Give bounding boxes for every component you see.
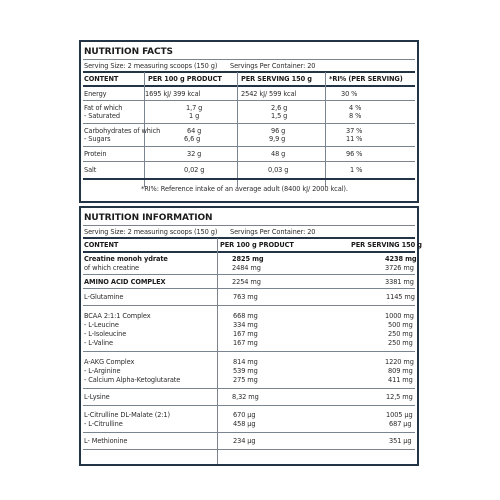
sugars-per100: 6,6 g bbox=[184, 135, 201, 143]
col-header-serving: PER SERVING 150 g bbox=[241, 75, 312, 83]
divider bbox=[83, 100, 415, 101]
energy-serving: 2542 kJ/ 599 kcal bbox=[241, 90, 297, 98]
energy-ri: 30 % bbox=[341, 90, 358, 98]
carbs-per100: 64 g bbox=[187, 127, 202, 135]
valine-per100: 167 mg bbox=[233, 339, 258, 347]
servings-per-container: Servings Per Container: 20 bbox=[230, 228, 316, 236]
akg-label: A-AKG Complex bbox=[84, 358, 135, 366]
ri-footnote: *RI%: Reference intake of an average adult (8400 kJ/ 2000 kcal). bbox=[141, 185, 348, 193]
arginine-label: - L-Arginine bbox=[84, 367, 121, 375]
divider bbox=[83, 351, 415, 352]
akg-serving: 1220 mg bbox=[385, 358, 414, 366]
creatine-sub-per100: 2484 mg bbox=[232, 264, 261, 272]
arginine-serving: 809 mg bbox=[388, 367, 413, 375]
protein-label: Protein bbox=[84, 150, 107, 158]
salt-ri: 1 % bbox=[350, 166, 363, 174]
bcaa-serving: 1000 mg bbox=[385, 312, 414, 320]
amino-per100: 2254 mg bbox=[232, 278, 261, 286]
carbs-label: Carbohydrates of which bbox=[84, 127, 161, 135]
divider bbox=[83, 85, 415, 87]
methionine-label: L- Methionine bbox=[84, 437, 128, 445]
col-header-serving: PER SERVING 150 g bbox=[351, 241, 422, 249]
lysine-label: L-Lysine bbox=[84, 393, 110, 401]
citrulline-per100: 670 µg bbox=[233, 411, 256, 419]
calcium-label: - Calcium Alpha-Ketoglutarate bbox=[84, 376, 181, 384]
divider bbox=[83, 405, 415, 406]
divider bbox=[83, 178, 415, 180]
amino-serving: 3381 mg bbox=[385, 278, 414, 286]
leucine-serving: 500 mg bbox=[388, 321, 413, 329]
creatine-label: Creatine monoh ydrate bbox=[84, 255, 168, 263]
divider bbox=[83, 237, 415, 239]
lysine-serving: 12,5 mg bbox=[386, 393, 413, 401]
fat-per100: 1,7 g bbox=[186, 104, 203, 112]
citrulline-sub-label: - L-Citrulline bbox=[84, 420, 123, 428]
citrulline-label: L-Citrulline DL-Malate (2:1) bbox=[84, 411, 170, 419]
serving-size: Serving Size: 2 measuring scoops (150 g) bbox=[84, 228, 218, 236]
glutamine-label: L-Glutamine bbox=[84, 293, 124, 301]
saturated-label: - Saturated bbox=[84, 112, 120, 120]
valine-label: - L-Valine bbox=[84, 339, 113, 347]
col-header-per100: PER 100 g PRODUCT bbox=[148, 75, 222, 83]
divider bbox=[83, 288, 415, 289]
divider bbox=[83, 59, 415, 60]
salt-per100: 0,02 g bbox=[184, 166, 205, 174]
glutamine-per100: 763 mg bbox=[233, 293, 258, 301]
energy-label: Energy bbox=[84, 90, 107, 98]
saturated-per100: 1 g bbox=[189, 112, 200, 120]
salt-label: Salt bbox=[84, 166, 97, 174]
divider bbox=[83, 161, 415, 162]
citrulline-sub-serving: 687 µg bbox=[389, 420, 412, 428]
carbs-ri: 37 % bbox=[346, 127, 363, 135]
col-header-content: CONTENT bbox=[84, 241, 119, 249]
creatine-serving: 4238 mg bbox=[385, 255, 417, 263]
creatine-sub-label: of which creatine bbox=[84, 264, 139, 272]
citrulline-sub-per100: 458 µg bbox=[233, 420, 256, 428]
divider bbox=[83, 432, 415, 433]
arginine-per100: 539 mg bbox=[233, 367, 258, 375]
creatine-sub-serving: 3726 mg bbox=[385, 264, 414, 272]
salt-serving: 0,03 g bbox=[268, 166, 289, 174]
divider bbox=[83, 123, 415, 124]
lysine-per100: 8,32 mg bbox=[232, 393, 259, 401]
fat-ri: 4 % bbox=[349, 104, 362, 112]
protein-ri: 96 % bbox=[346, 150, 363, 158]
col-header-content: CONTENT bbox=[84, 75, 119, 83]
isoleucine-label: - L-Isoleucine bbox=[84, 330, 127, 338]
carbs-serving: 96 g bbox=[271, 127, 286, 135]
sugars-ri: 11 % bbox=[346, 135, 363, 143]
bcaa-label: BCAA 2:1:1 Complex bbox=[84, 312, 151, 320]
fat-serving: 2,6 g bbox=[271, 104, 288, 112]
citrulline-serving: 1005 µg bbox=[386, 411, 413, 419]
isoleucine-serving: 250 mg bbox=[388, 330, 413, 338]
leucine-label: - L-Leucine bbox=[84, 321, 119, 329]
saturated-ri: 8 % bbox=[349, 112, 362, 120]
methionine-serving: 351 µg bbox=[389, 437, 412, 445]
divider bbox=[83, 388, 415, 389]
divider bbox=[83, 225, 415, 226]
calcium-serving: 411 mg bbox=[388, 376, 413, 384]
servings-per-container: Servings Per Container: 20 bbox=[230, 62, 316, 70]
calcium-per100: 275 mg bbox=[233, 376, 258, 384]
isoleucine-per100: 167 mg bbox=[233, 330, 258, 338]
creatine-per100: 2825 mg bbox=[232, 255, 264, 263]
divider bbox=[83, 71, 415, 73]
nutrition-facts-title: NUTRITION FACTS bbox=[84, 47, 173, 57]
fat-label: Fat of which bbox=[84, 104, 123, 112]
protein-serving: 48 g bbox=[271, 150, 286, 158]
nutrition-information-title: NUTRITION INFORMATION bbox=[84, 213, 213, 223]
divider bbox=[83, 274, 415, 275]
bcaa-per100: 668 mg bbox=[233, 312, 258, 320]
column-separator bbox=[325, 72, 326, 187]
divider bbox=[83, 146, 415, 147]
serving-size: Serving Size: 2 measuring scoops (150 g) bbox=[84, 62, 218, 70]
methionine-per100: 234 µg bbox=[233, 437, 256, 445]
sugars-label: - Sugars bbox=[84, 135, 111, 143]
amino-label: AMINO ACID COMPLEX bbox=[84, 278, 166, 286]
energy-per100: 1695 kJ/ 399 kcal bbox=[145, 90, 201, 98]
akg-per100: 814 mg bbox=[233, 358, 258, 366]
valine-serving: 250 mg bbox=[388, 339, 413, 347]
sugars-serving: 9,9 g bbox=[269, 135, 286, 143]
leucine-per100: 334 mg bbox=[233, 321, 258, 329]
saturated-serving: 1,5 g bbox=[271, 112, 288, 120]
column-separator bbox=[237, 72, 238, 187]
protein-per100: 32 g bbox=[187, 150, 202, 158]
col-header-per100: PER 100 g PRODUCT bbox=[220, 241, 294, 249]
glutamine-serving: 1145 mg bbox=[386, 293, 415, 301]
divider bbox=[83, 305, 415, 306]
divider bbox=[83, 449, 415, 450]
col-header-ri: *RI% (PER SERVING) bbox=[329, 75, 403, 83]
nutrition-information-panel bbox=[79, 206, 422, 466]
divider bbox=[83, 251, 415, 253]
nutrition-facts-panel bbox=[79, 40, 419, 203]
